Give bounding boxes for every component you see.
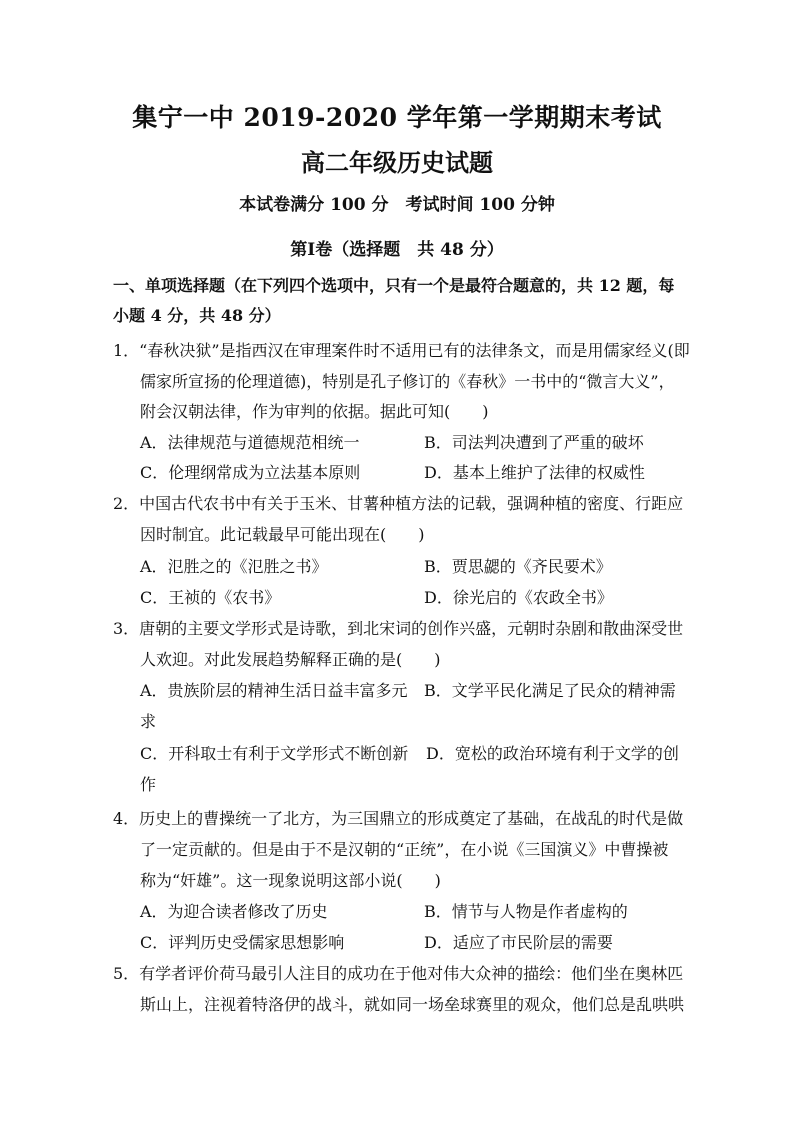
q1-option-d: D．基本上维护了法律的权威性	[424, 463, 645, 482]
q2-line-1: 2．中国古代农书中有关于玉米、甘薯种植方法的记载，强调种植的密度、行距应	[113, 494, 684, 513]
q4-option-d: D．适应了市民阶层的需要	[424, 933, 613, 952]
q3-line-2: 人欢迎。对此发展趋势解释正确的是( )	[140, 650, 441, 669]
q4-line-2: 了一定贡献的。但是由于不是汉朝的“正统”，在小说《三国演义》中曹操被	[140, 840, 669, 859]
q3-option-b-wrap: 求	[140, 712, 157, 731]
volume-heading: 第Ⅰ卷（选择题 共 48 分）	[290, 240, 504, 260]
q3-option-c: C．开科取士有利于文学形式不断创新	[140, 744, 409, 763]
q2-line-2: 因时制宜。此记载最早可能出现在( )	[140, 525, 425, 544]
q2-option-b: B．贾思勰的《齐民要术》	[424, 557, 612, 576]
q3-option-a: A．贵族阶层的精神生活日益丰富多元	[140, 681, 408, 700]
q4-line-3: 称为“奸雄”。这一现象说明这部小说( )	[140, 871, 441, 890]
q4-option-c: C．评判历史受儒家思想影响	[140, 933, 345, 952]
q1-option-b: B．司法判决遭到了严重的破坏	[424, 433, 644, 452]
q5-line-2: 斯山上，注视着特洛伊的战斗，就如同一场垒球赛里的观众，他们总是乱哄哄	[140, 995, 685, 1014]
section-instructions: 一、单项选择题（在下列四个选项中，只有一个是最符合题意的，共 12 题，每小题 4 分，共 48 分）	[113, 276, 675, 325]
q3-option-d: D．宽松的政治环境有利于文学的创	[426, 744, 679, 763]
q1-option-c: C．伦理纲常成为立法基本原则	[140, 463, 361, 482]
q5-line-1: 5．有学者评价荷马最引人注目的成功在于他对伟大众神的描绘：他们坐在奥林匹	[113, 964, 684, 983]
q1-line-1: 1．“春秋决狱”是指西汉在审理案件时不适用已有的法律条文，而是用儒家经义(即	[113, 341, 690, 360]
q1-option-a: A．法律规范与道德规范相统一	[140, 433, 360, 452]
q4-line-1: 4．历史上的曹操统一了北方，为三国鼎立的形成奠定了基础，在战乱的时代是做	[113, 809, 684, 828]
q4-option-b: B．情节与人物是作者虚构的	[424, 902, 628, 921]
q2-option-a: A．氾胜之的《氾胜之书》	[140, 557, 328, 576]
exam-title: 集宁一中 2019-2020 学年第一学期期末考试	[132, 103, 662, 132]
q3-option-d-wrap: 作	[140, 775, 157, 794]
q1-line-2: 儒家所宣扬的伦理道德)，特别是孔子修订的《春秋》一书中的“微言大义”，	[140, 372, 675, 391]
exam-info: 本试卷满分 100 分 考试时间 100 分钟	[239, 195, 555, 215]
exam-subtitle: 高二年级历史试题	[301, 148, 493, 177]
q1-line-3: 附会汉朝法律，作为审判的依据。据此可知( )	[140, 402, 489, 421]
q4-option-a: A．为迎合读者修改了历史	[140, 902, 328, 921]
q2-option-d: D．徐光启的《农政全书》	[424, 588, 613, 607]
q3-option-b: B．文学平民化满足了民众的精神需	[424, 681, 676, 700]
q2-option-c: C．王祯的《农书》	[140, 588, 281, 607]
q3-line-1: 3．唐朝的主要文学形式是诗歌，到北宋词的创作兴盛，元朝时杂剧和散曲深受世	[113, 619, 684, 638]
